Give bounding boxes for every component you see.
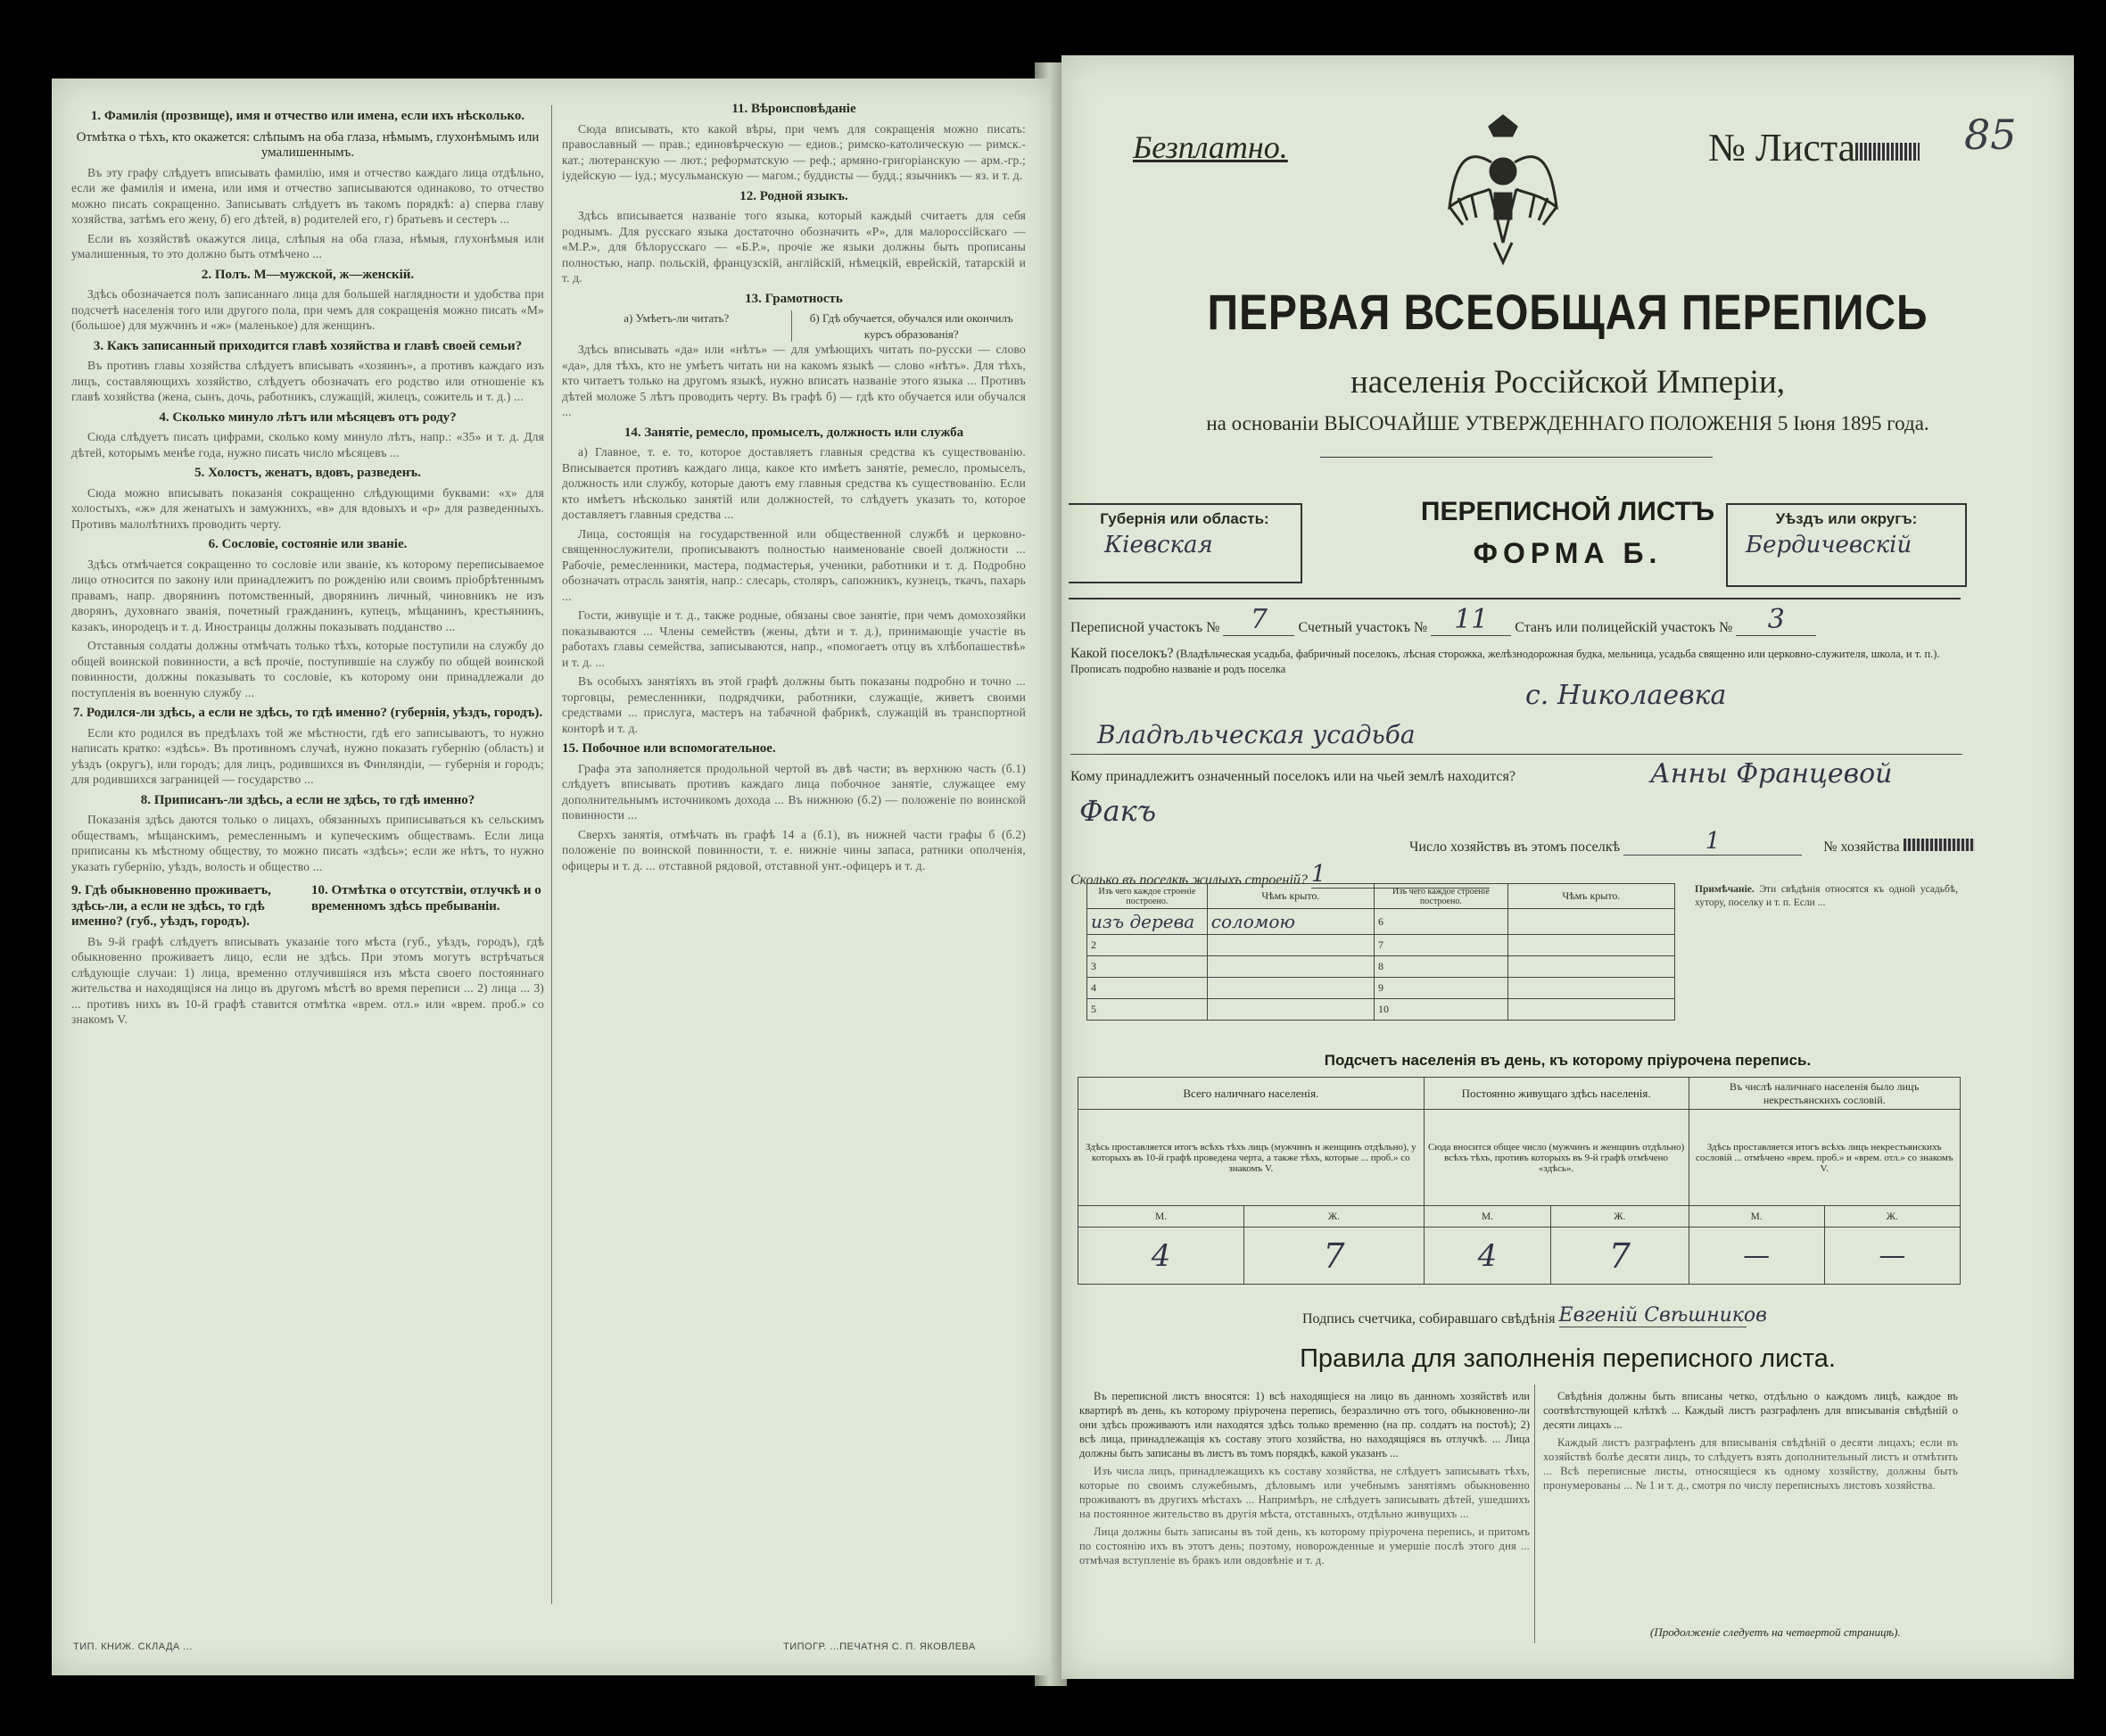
section-12-title: 12. Родной языкъ. (739, 188, 848, 203)
section-7-title: 7. Родился-ли здѣсь, а если не здѣсь, то гдѣ именно? (губернія, уѣздъ, городъ). (72, 706, 543, 720)
area-numbers-row (1070, 604, 1816, 636)
census-legal-basis: на основаніи ВЫСОЧАЙШЕ УТВЕРЖДЕННАГО ПОЛОЖЕНІЯ 5 Іюня 1895 года. (1206, 412, 1929, 434)
body-text: Гости, живущіе и т. д., также родные, обязаны свое занятіе, при чемъ домохозяйки показываются ... Члены семействъ (жены, дѣти и т. д.), принимающіе участіе въ работахъ главы семейства, записываются, напр., «помогаетъ отцу въ хлѣбопашествѣ» и т. д. ... (562, 608, 1026, 669)
rules-text-1: Въ переписной листъ вносятся: 1) всѣ находящіеся на лицо въ данномъ хозяйствѣ или квартирѣ въ день, къ которому пріурочена перепись, безразлично отъ того, обыкновенно-ли они здѣсь проживаютъ или находятся здѣсь только временно (на пр. солдатъ на постоѣ); 2) всѣ лица, принадлежащія къ составу этого хозяйства, но находящіяся въ отлучкѣ. ... Лица должны быть записаны въ листъ въ томъ порядкѣ, какой указанъ ... (1079, 1390, 1530, 1459)
body-text: Здѣсь отмѣчается сокращенно то сословіе или званіе, къ которому переписываемое лицо относится по закону или принадлежитъ по рожденію или своимъ пріобрѣтеннымъ правамъ, напр. дворянинъ потомственный, дворянинъ личный, чиновникъ не изъ дворянъ, духовнаго званія, почетный гражданинъ, купецъ, мѣщанинъ, крестьянинъ, казакъ, инородецъ и т. д. Иностранцы должны показывать подданство ... (71, 557, 544, 633)
sheet-number-label: № Листа (1708, 126, 1856, 169)
census-area-label: Переписной участокъ № (1070, 620, 1220, 635)
left-page (52, 79, 1051, 1675)
owner-row (1070, 769, 1515, 785)
count-desc-permanent: Сюда вносится общее число (мужчинъ и женщинъ отдѣльно) всѣхъ тѣхъ, противъ которыхъ въ 9-й графѣ отмѣчено «здѣсь». (1424, 1110, 1689, 1206)
body-text: Здѣсь вписывается названіе того языка, который каждый считаетъ для себя роднымъ. Для русскаго языка достаточно обозначить «Р», для малороссійскаго — «М.Р.», для бѣлорусскаго — «Б.Р.», прочіе же языки должны быть прописаны полностью, напр. польскій, французскій, англійскій, нѣмецкій, еврейскій, татарскій и т. д. (562, 209, 1026, 285)
count-desc-nonpeasant: Здѣсь проставляется итогъ всѣхъ лицъ некрестьянскихъ сословій ... отмѣчено «врем. проб.» и «врем. отл.» со знакомъ V. (1689, 1110, 1960, 1206)
row-number: 6 (1375, 909, 1508, 935)
body-text: Сюда вписывать, кто какой вѣры, при чемъ для сокращенія можно писать: православный — прав.; единовѣрческую — едиов.; римско-католическую — римск.-кат.; лютеранскую — лют.; реформатскую — реф.; армяно-григоріанскую — арм.-гр.; іудейскую — іуд.; мусульманскую — магом.; буддисты — будд.; язычникъ — яз. и т. д. (562, 121, 1026, 182)
body-text: Если кто родился въ предѣлахъ той же мѣстности, гдѣ его записываютъ, то нужно написать кратко: «здѣсь». Въ противномъ случаѣ, нужно показать губернію (область) и уѣздъ (округъ), или городъ; для лицъ, родившихся въ Финляндіи, — губернія и городъ; для родившихся заграницей — государство ... (71, 725, 544, 786)
row-number: 7 (1375, 935, 1508, 956)
row-number: 10 (1375, 999, 1508, 1021)
body-text: Если въ хозяйствѣ окажутся лица, слѣпыя на оба глаза, нѣмыя, глухонѣмыя или умалишенныя, то это должно быть отмѣчено ... (71, 231, 544, 260)
section-13-title: 13. Грамотность (745, 291, 843, 306)
household-number-stamp (1904, 839, 1975, 851)
body-text: Въ противъ главы хозяйства слѣдуетъ вписывать «хозяинъ», а противъ каждаго изъ лицъ, составляющихъ хозяйство, слѣдуетъ обозначать его родство или отношеніе къ главѣ хозяйства (жена, сынъ, дочь, работникъ, служащій, жилецъ, сожитель и т. д.) ... (71, 359, 544, 403)
body-text: Сюда можно вписывать показанія сокращенно слѣдующими буквами: «х» для холостыхъ, «ж» для женатыхъ и замужнихъ, «в» для вдовыхъ и «р» для разведенныхъ. Противъ малолѣтнихъ проводить черту. (71, 485, 544, 531)
nonpeasant-female-count: — (1824, 1228, 1960, 1285)
row-number: 3 (1087, 956, 1208, 978)
empty-cell (1507, 999, 1674, 1021)
owner-value-2: Факъ (1079, 794, 1157, 828)
row-number: 2 (1087, 935, 1208, 956)
owner-value-1: Анны Францевой (1650, 758, 1893, 789)
sheet-number (1708, 125, 1920, 170)
rules-text-2: Свѣдѣнія должны быть вписаны четко, отдѣльно о каждомъ лицѣ, каждое въ соотвѣтствующей клѣткѣ ... Каждый листъ разграфленъ для вписыванія свѣдѣній о десяти лицахъ ... (1543, 1390, 1958, 1431)
row-number: 9 (1375, 978, 1508, 999)
section-4-title: 4. Сколько минуло лѣтъ или мѣсяцевъ отъ роду? (159, 409, 457, 425)
sheet-title: ПЕРЕПИСНОЙ ЛИСТЪ (1420, 497, 1715, 526)
permanent-male-count: 4 (1424, 1228, 1550, 1285)
section-9-title: 9. Гдѣ обыкновенно проживаетъ, здѣсь-ли, а если не здѣсь, то гдѣ именно? (губ., уѣздъ, городъ). (71, 883, 271, 929)
census-subtitle: населенія Россійской Имперіи, (1350, 364, 1786, 401)
rules-divider (1534, 1385, 1535, 1643)
nonpeasant-male-count: — (1689, 1228, 1824, 1285)
form-title: ФОРМА Б. (1473, 537, 1663, 569)
police-area-label: Станъ или полицейскій участокъ № (1515, 620, 1733, 635)
body-text: Изъ числа лицъ, принадлежащихъ къ составу хозяйства, не слѣдуетъ записывать тѣхъ, которые по своимъ служебнымъ, дѣловымъ или учебнымъ занятіямъ обыкновенно проживаютъ въ другихъ мѣстахъ ... Напримѣръ, не слѣдуетъ записывать дѣтей, ушедшихъ на постоянное жительство въ другія мѣста, отставныхъ, отдѣльно живущихъ ... (1079, 1465, 1530, 1520)
present-female-count: 7 (1244, 1228, 1425, 1285)
rules-column-2 (1543, 1389, 1958, 1621)
body-text: Въ особыхъ занятіяхъ въ этой графѣ должны быть показаны подробно и точно ... торговцы, ремесленники, подрядчики, работники, служащіе, живетъ своими средствами ... прислуга, мастеръ на табачной фабрикѣ, служащій въ транспортной конторѣ и т. д. (562, 674, 1026, 735)
row-number: 8 (1375, 956, 1508, 978)
empty-cell (1207, 999, 1374, 1021)
female-label: Ж. (1824, 1206, 1960, 1228)
body-text: Отставныя солдаты должны отмѣчать только тѣхъ, которые поступили на службу до общей воинской повинности, а всѣ прочіе, поступившіе на службу по общей воинской повинности, должны показывать то сословіе, къ которому они принадлежали до поступленія въ военную службу ... (71, 639, 544, 699)
count-col-present: Всего наличнаго населенія. (1078, 1078, 1425, 1110)
empty-cell (1207, 978, 1374, 999)
note-title: Примѣчаніе. (1695, 884, 1755, 895)
male-label: М. (1424, 1206, 1550, 1228)
male-label: М. (1078, 1206, 1244, 1228)
counter-area-value: 11 (1431, 604, 1511, 636)
signature-row (1302, 1304, 1767, 1327)
title-rule (1320, 457, 1713, 458)
empty-cell (1507, 935, 1674, 956)
female-label: Ж. (1551, 1206, 1689, 1228)
households-row (1409, 828, 1975, 856)
left-column-2 (562, 96, 1026, 1613)
section-6-title: 6. Сословіе, состояніе или званіе. (208, 537, 408, 551)
district-value: Бердичевскій (1746, 532, 1912, 558)
row-number: 4 (1087, 978, 1208, 999)
province-label: Губернія или область: (1100, 510, 1269, 527)
buildings-table (1086, 883, 1675, 1021)
body-text: Въ эту графу слѣдуетъ вписывать фамилію, имя и отчество каждаго лица отдѣльно, если же фамилія и имена, или имя и отчество записываются одинаково, то отчество можно писать сокращенно. Записывать слѣдуетъ въ такомъ порядкѣ: а) сперва главу хозяйства, затѣмъ его жену, б) его дѣтей, в) родителей его, г) братьевъ и сестеръ ... (71, 165, 544, 226)
empty-cell (1207, 956, 1374, 978)
settlement-value-2: Владѣльческая усадьба (1097, 720, 1416, 749)
rules-title: Правила для заполненія переписного листа. (1300, 1344, 1836, 1373)
settlement-value-1: с. Николаевка (1525, 680, 1727, 711)
body-text: Каждый листъ разграфленъ для вписыванія свѣдѣній о десяти лицахъ; если въ хозяйствѣ болѣе десяти лицъ, то слѣдуетъ взять дополнительный листъ и отмѣтить ... Всѣ переписные листы, относящіеся къ одному хозяйству, должны быть пронумерованы ... № 1 и т. д., смотря по числу переписныхъ листовъ хозяйства. (1543, 1436, 1958, 1492)
row-number: 5 (1087, 999, 1208, 1021)
body-text: Здѣсь обозначается полъ записаннаго лица для большей наглядности и удобства при подсчетѣ населенія того или другого пола, при чемъ для сокращенія можно писать «М» (большое) для мужчинъ и «ж» (маленькое) для женщинъ. (71, 287, 544, 332)
census-form-page (1061, 55, 2074, 1679)
body-text: Графа эта заполняется продольной чертой въ двѣ части; въ верхнюю часть (б.1) слѣдуетъ вписывать противъ каждаго лица побочное занятіе, служащее ему дополнительнымъ источникомъ дохода ... Въ нижнюю (б.2) — положеніе по воинской повинности ... (562, 761, 1026, 822)
police-area-value: 3 (1736, 604, 1816, 636)
buildings-note (1695, 883, 1958, 1035)
buildings-col-roof: Чѣмъ крыто. (1207, 884, 1374, 909)
empty-cell (1507, 978, 1674, 999)
present-male-count: 4 (1078, 1228, 1244, 1285)
section-13a: а) Умѣетъ-ли читать? (562, 310, 792, 342)
building-1-material: изъ дерева (1087, 909, 1208, 935)
census-title: ПЕРВАЯ ВСЕОБЩАЯ ПЕРЕПИСЬ (1207, 284, 1928, 340)
free-label: Безплатно. (1133, 129, 1288, 165)
sheet-number-stamp (1855, 143, 1920, 161)
count-desc-present: Здѣсь проставляется итогъ всѣхъ тѣхъ лицъ (мужчинъ и женщинъ отдѣльно), у которыхъ въ 10-й графѣ проведена черта, а также тѣхъ, которые ... проб.» со знакомъ V. (1078, 1110, 1425, 1206)
buildings-col-material: Изъ чего каждое строеніе построено. (1087, 884, 1208, 909)
owner-label: Кому принадлежитъ означенный поселокъ или на чьей землѣ находится? (1070, 769, 1515, 784)
note-text: Эти свѣдѣнія относятся къ одной усадьбѣ, хутору, поселку и т. п. Если ... (1695, 884, 1958, 908)
male-label: М. (1689, 1206, 1824, 1228)
households-value: 1 (1623, 828, 1802, 856)
section-2-title: 2. Полъ. М—мужской, ж—женскій. (201, 267, 415, 282)
body-text: Сюда слѣдуетъ писать цифрами, сколько кому минуло лѣтъ, напр.: «35» и т. д. Для дѣтей, которымъ менѣе года, нужно писать число мѣсяцевъ ... (71, 430, 544, 459)
section-14-title: 14. Занятіе, ремесло, промыселъ, должность или служба (624, 425, 964, 440)
empty-cell (1507, 909, 1674, 935)
signature-label: Подпись счетчика, собиравшаго свѣдѣнія (1302, 1311, 1556, 1327)
household-number-label: № хозяйства (1823, 839, 1900, 855)
counter-area-label: Счетный участокъ № (1298, 620, 1428, 635)
signature-value: Евгеній Свѣшников (1558, 1304, 1767, 1327)
population-count-table (1078, 1077, 1961, 1285)
body-text: Лица, состоящія на государственной или общественной службѣ и церковно-священнослужители, прописываютъ полностью наименованіе своей должности ... Рабочіе, ремесленники, мастера, подмастерья, ученики, работники и т. д. Подробно обозначать отрасль занятія, напр.: слесарь, столяръ, сапожникъ, кузнецъ, ткачъ, пахарь ... (562, 526, 1026, 603)
province-value: Кіевская (1104, 532, 1213, 558)
section-5-title: 5. Холостъ, женатъ, вдовъ, разведенъ. (194, 466, 421, 480)
header-rule (1069, 598, 1961, 599)
count-col-nonpeasant: Въ числѣ наличнаго населенія было лицъ некрестьянскихъ сословій. (1689, 1078, 1960, 1110)
building-1-roof: соломою (1207, 909, 1374, 935)
body-text: Здѣсь вписывать «да» или «нѣтъ» — для умѣющихъ читать по-русски — слово «да», для тѣхъ, кто не умѣетъ читать ни на какомъ языкѣ — слово «нѣтъ». Для тѣхъ, кто читаетъ только на другомъ языкѣ, нужно вписать названіе этого языка ... Противъ дѣтей моложе 5 лѣтъ проводить черту. Въ графѣ б) — гдѣ кто обучается или обучался ... (562, 343, 1026, 418)
empty-cell (1207, 935, 1374, 956)
body-text: Въ 9-й графѣ слѣдуетъ вписывать указаніе того мѣста (губ., уѣздъ, городъ), гдѣ обыкновенно проживаетъ лицо, если не здѣсь. При этомъ могутъ встрѣчаться слѣдующіе случаи: 1) лица, временно отлучившіяся изъ мѣста своего постояннаго жительства и находящіяся на лицо въ другомъ мѣстѣ во время переписи ... 2) лица ... 3) ... противъ нихъ въ 10-й графѣ ставится отмѣтка «врем. отл.» или «врем. проб.» со знакомъ V. (71, 934, 544, 1026)
section-1-subtitle: Отмѣтка о тѣхъ, кто окажется: слѣпымъ на оба глаза, нѣмымъ, глухонѣмымъ или умалишеннымъ. (76, 129, 540, 160)
empty-cell (1507, 956, 1674, 978)
body-text: Показанія здѣсь даются только о лицахъ, обязанныхъ приписываться къ сельскимъ обществамъ, мѣщанскимъ, ремесленнымъ и купеческимъ обществамъ. Если лица приписаны къ мѣстному обществу, то можно писать «здѣсь»; если же нѣтъ, то нужно указать губернію, уѣздъ, волость и общество ... (71, 813, 544, 873)
buildings-col-roof-2: Чѣмъ крыто. (1507, 884, 1674, 909)
buildings-col-material-2: Изъ чего каждое строеніе построено. (1375, 884, 1508, 909)
rules-column-1 (1079, 1389, 1530, 1643)
column-divider (551, 105, 552, 1604)
settlement-label: Какой поселокъ? (1070, 646, 1174, 661)
section-8-title: 8. Приписанъ-ли здѣсь, а если не здѣсь, то гдѣ именно? (140, 792, 475, 807)
population-count-title: Подсчетъ населенія въ день, къ которому пріурочена перепись. (1324, 1052, 1812, 1069)
census-area-value: 7 (1223, 604, 1294, 636)
permanent-female-count: 7 (1551, 1228, 1689, 1285)
buildings-label: Сколько въ поселкѣ жилыхъ строеній? (1070, 872, 1308, 888)
body-text: Лица должны быть записаны въ той день, къ которому пріурочена перепись, и притомъ по состоянію ихъ въ этотъ день; поэтому, новорожденные и умершіе послѣ этого дня ... отмѣчая вступленіе въ бракъ или овдовѣніе и т. д. (1079, 1525, 1530, 1567)
section-11-title: 11. Вѣроисповѣданіе (731, 102, 856, 116)
printer-imprint-left: ТИП. КНИЖ. СКЛАДА ... (73, 1641, 193, 1652)
handwritten-page-number: 85 (1964, 111, 2017, 159)
count-col-permanent: Постоянно живущаго здѣсь населенія. (1424, 1078, 1689, 1110)
households-label: Число хозяйствъ въ этомъ поселкѣ (1409, 839, 1621, 855)
section-1-title: 1. Фамилія (прозвище), имя и отчество или имена, если ихъ нѣсколько. (90, 109, 525, 123)
female-label: Ж. (1244, 1206, 1425, 1228)
left-column-1 (71, 103, 544, 1611)
buildings-value: 1 (1311, 861, 1490, 889)
district-label: Уѣздъ или округъ: (1775, 510, 1918, 527)
body-text: а) Главное, т. е. то, которое доставляетъ главныя средства къ существованію. Вписывается противъ каждаго лица, какое кто имѣетъ занятіе, ремесло, промыселъ, должность или службу, которые даютъ ему главныя средства къ существованію. Если кто имѣетъ нѣсколько занятій или должностей, то слѣдуетъ указать то, которое доставляетъ главныя средства ... (562, 445, 1026, 521)
district-box (1726, 503, 1967, 587)
imperial-eagle-emblem (1445, 109, 1561, 269)
printer-imprint-right: ТИПОГР. ...ПЕЧАТНЯ С. П. ЯКОВЛЕВА (783, 1641, 976, 1652)
section-15-title: 15. Побочное или вспомогательное. (562, 741, 776, 756)
continued-note: (Продолженіе следуетъ на четвертой страницѣ). (1650, 1625, 1901, 1639)
section-10-title: 10. Отмѣтка о отсутствіи, отлучкѣ и о временномъ здѣсь пребываніи. (311, 883, 541, 913)
settlement-hint: (Владѣльческая усадьба, фабричный поселокъ, лѣсная сторожка, желѣзнодорожная будка, мельница, усадьба священно или церковно-служителя, школа, и т. п.). Прописать подробно названіе и родъ поселка (1070, 648, 1940, 675)
section-13b: б) Гдѣ обучается, обучался или окончилъ курсъ образованія? (809, 311, 1013, 341)
body-text: Сверхъ занятія, отмѣчать въ графѣ 14 а (б.1), въ нижней части графы б (б.2) положеніе по воинской повинности, т. е. нижніе чины запаса, ратники ополченія, офицеры и т. д. ... отставной рядовой, отставной унт.-офицеръ и т. д. (562, 827, 1026, 872)
section-3-title: 3. Какъ записанный приходится главѣ хозяйства и главѣ своей семьи? (93, 338, 523, 353)
underline (1070, 754, 1962, 755)
settlement-row (1070, 646, 1962, 677)
